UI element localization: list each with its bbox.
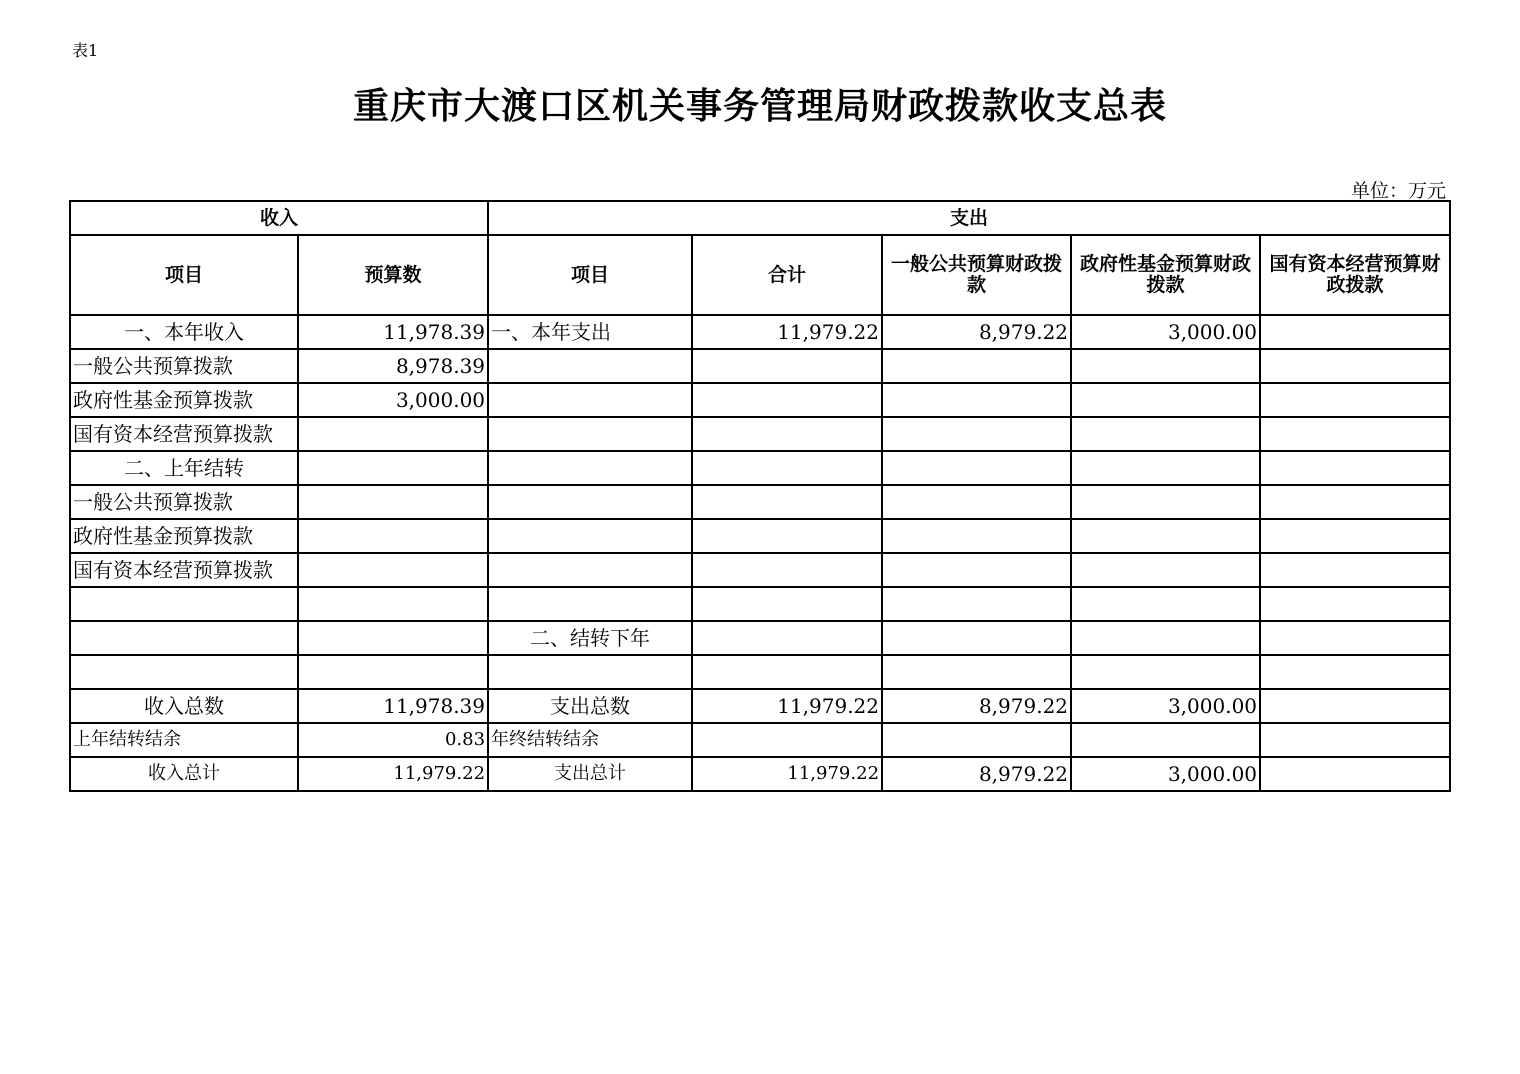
expense-total xyxy=(692,655,882,689)
income-item xyxy=(70,621,298,655)
general-value xyxy=(882,349,1071,383)
state-capital-header: 国有资本经营预算财政拨款 xyxy=(1260,235,1450,315)
income-header: 收入 xyxy=(70,201,488,235)
income-value xyxy=(298,519,488,553)
budget-table xyxy=(69,200,1451,792)
gov-fund-value xyxy=(1071,383,1260,417)
income-budget-header: 预算数 xyxy=(298,235,488,315)
income-item: 二、上年结转 xyxy=(70,451,298,485)
table-row xyxy=(70,417,1450,451)
gov-fund-value: 3,000.00 xyxy=(1071,689,1260,723)
state-capital-value xyxy=(1260,315,1450,349)
income-value: 8,978.39 xyxy=(298,349,488,383)
income-item xyxy=(70,655,298,689)
state-capital-value xyxy=(1260,349,1450,383)
gov-fund-value xyxy=(1071,451,1260,485)
expense-total: 11,979.22 xyxy=(692,689,882,723)
state-capital-value xyxy=(1260,485,1450,519)
header-row-1 xyxy=(70,201,1450,235)
general-value xyxy=(882,621,1071,655)
table-row xyxy=(70,723,1450,757)
income-item: 收入总数 xyxy=(70,689,298,723)
general-value xyxy=(882,451,1071,485)
gov-fund-value xyxy=(1071,519,1260,553)
income-value: 11,979.22 xyxy=(298,757,488,791)
expense-item xyxy=(488,519,692,553)
income-value xyxy=(298,417,488,451)
general-value xyxy=(882,383,1071,417)
income-item: 国有资本经营预算拨款 xyxy=(70,553,298,587)
income-item: 一般公共预算拨款 xyxy=(70,485,298,519)
header-row-2 xyxy=(70,235,1450,315)
expense-total xyxy=(692,587,882,621)
income-value: 0.83 xyxy=(298,723,488,757)
table-number: 表1 xyxy=(72,41,99,60)
state-capital-value xyxy=(1260,417,1450,451)
expense-item: 支出总计 xyxy=(488,757,692,791)
table-row xyxy=(70,349,1450,383)
page-title: 重庆市大渡口区机关事务管理局财政拨款收支总表 xyxy=(352,86,1167,127)
expense-total xyxy=(692,451,882,485)
expense-item xyxy=(488,349,692,383)
gov-fund-header: 政府性基金预算财政拨款 xyxy=(1071,235,1260,315)
state-capital-value xyxy=(1260,519,1450,553)
gov-fund-value xyxy=(1071,417,1260,451)
state-capital-value xyxy=(1260,451,1450,485)
expense-total xyxy=(692,383,882,417)
state-capital-value xyxy=(1260,757,1450,791)
income-value xyxy=(298,621,488,655)
expense-item-header: 项目 xyxy=(488,235,692,315)
expense-total xyxy=(692,553,882,587)
income-item: 一、本年收入 xyxy=(70,315,298,349)
gov-fund-value: 3,000.00 xyxy=(1071,757,1260,791)
general-value xyxy=(882,553,1071,587)
expense-item xyxy=(488,655,692,689)
expense-item xyxy=(488,417,692,451)
general-value xyxy=(882,587,1071,621)
table-row xyxy=(70,587,1450,621)
income-value xyxy=(298,655,488,689)
state-capital-value xyxy=(1260,587,1450,621)
gov-fund-value: 3,000.00 xyxy=(1071,315,1260,349)
income-item-header: 项目 xyxy=(70,235,298,315)
income-item: 收入总计 xyxy=(70,757,298,791)
expense-item xyxy=(488,553,692,587)
general-value: 8,979.22 xyxy=(882,689,1071,723)
income-value xyxy=(298,485,488,519)
table-row xyxy=(70,757,1450,791)
gov-fund-value xyxy=(1071,485,1260,519)
gov-fund-value xyxy=(1071,621,1260,655)
expense-total: 11,979.22 xyxy=(692,315,882,349)
state-capital-value xyxy=(1260,723,1450,757)
income-item: 国有资本经营预算拨款 xyxy=(70,417,298,451)
general-value xyxy=(882,485,1071,519)
general-value xyxy=(882,723,1071,757)
state-capital-value xyxy=(1260,621,1450,655)
income-item: 一般公共预算拨款 xyxy=(70,349,298,383)
expense-item: 二、结转下年 xyxy=(488,621,692,655)
state-capital-value xyxy=(1260,655,1450,689)
unit-label: 单位：万元 xyxy=(1350,180,1446,202)
table-row xyxy=(70,485,1450,519)
income-item: 政府性基金预算拨款 xyxy=(70,519,298,553)
income-value: 11,978.39 xyxy=(298,315,488,349)
table-row xyxy=(70,315,1450,349)
expense-item: 年终结转结余 xyxy=(488,723,692,757)
expense-total xyxy=(692,519,882,553)
general-value xyxy=(882,519,1071,553)
gov-fund-value xyxy=(1071,587,1260,621)
expense-item: 支出总数 xyxy=(488,689,692,723)
gov-fund-value xyxy=(1071,655,1260,689)
expense-total xyxy=(692,485,882,519)
general-value: 8,979.22 xyxy=(882,315,1071,349)
table-row xyxy=(70,451,1450,485)
expense-item xyxy=(488,383,692,417)
table-row xyxy=(70,621,1450,655)
state-capital-value xyxy=(1260,553,1450,587)
table-row xyxy=(70,689,1450,723)
expense-total-header: 合计 xyxy=(692,235,882,315)
expense-total xyxy=(692,621,882,655)
expense-total xyxy=(692,723,882,757)
gov-fund-value xyxy=(1071,553,1260,587)
expense-item xyxy=(488,451,692,485)
state-capital-value xyxy=(1260,689,1450,723)
expense-total: 11,979.22 xyxy=(692,757,882,791)
gov-fund-value xyxy=(1071,349,1260,383)
expense-item xyxy=(488,485,692,519)
table-row xyxy=(70,519,1450,553)
table-row xyxy=(70,383,1450,417)
income-value xyxy=(298,553,488,587)
income-value xyxy=(298,451,488,485)
general-value xyxy=(882,655,1071,689)
income-value: 11,978.39 xyxy=(298,689,488,723)
expense-total xyxy=(692,349,882,383)
state-capital-value xyxy=(1260,383,1450,417)
general-value: 8,979.22 xyxy=(882,757,1071,791)
expense-item xyxy=(488,587,692,621)
expense-item: 一、本年支出 xyxy=(488,315,692,349)
income-value: 3,000.00 xyxy=(298,383,488,417)
income-value xyxy=(298,587,488,621)
table-row xyxy=(70,553,1450,587)
table-row xyxy=(70,655,1450,689)
general-budget-header: 一般公共预算财政拨款 xyxy=(882,235,1071,315)
general-value xyxy=(882,417,1071,451)
income-item: 政府性基金预算拨款 xyxy=(70,383,298,417)
expense-header: 支出 xyxy=(488,201,1450,235)
gov-fund-value xyxy=(1071,723,1260,757)
expense-total xyxy=(692,417,882,451)
income-item: 上年结转结余 xyxy=(70,723,298,757)
income-item xyxy=(70,587,298,621)
